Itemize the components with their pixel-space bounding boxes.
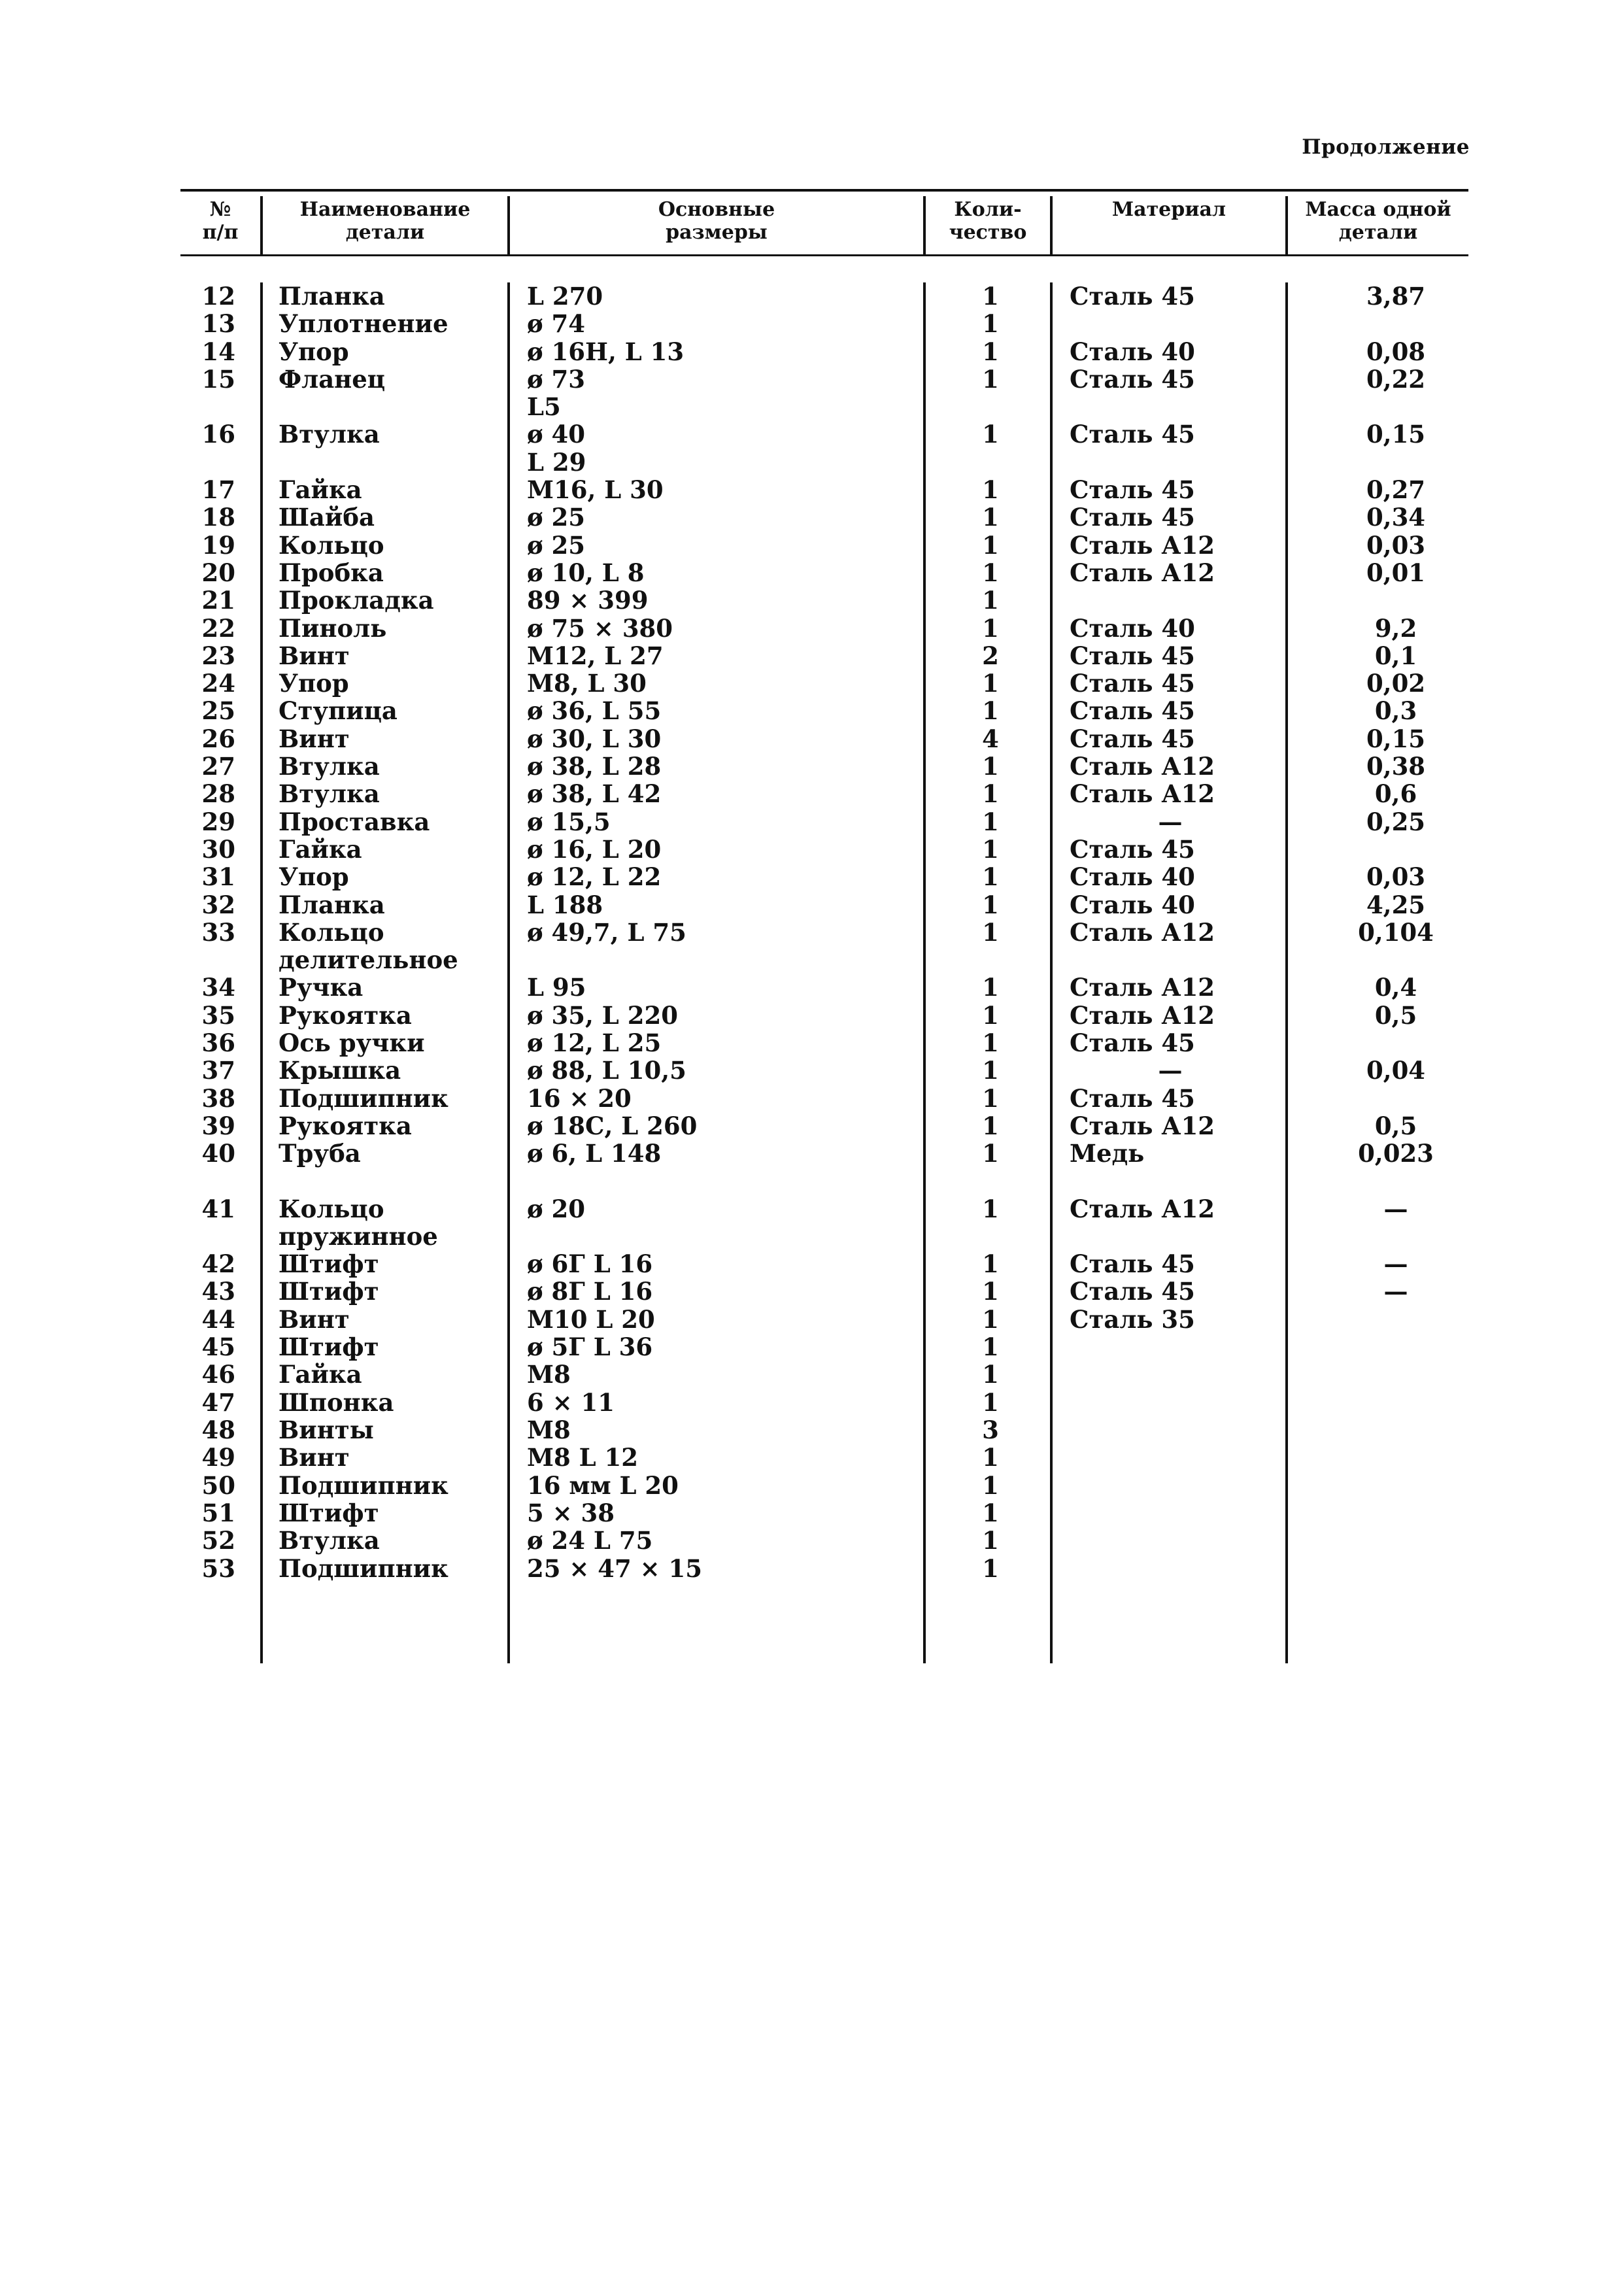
quantity: 1 xyxy=(982,282,999,311)
quantity: 1 xyxy=(982,807,999,836)
part-name: Гайка xyxy=(279,475,362,504)
row-number: 38 xyxy=(201,1084,235,1113)
material: Сталь 45 xyxy=(1070,282,1195,311)
table-row xyxy=(0,1057,1624,1084)
quantity: 1 xyxy=(982,586,999,615)
continuation-label: Продолжение xyxy=(1302,135,1470,159)
header-material-label: Материал xyxy=(1111,198,1226,221)
main-dimensions: ø 24 L 75 xyxy=(527,1526,653,1555)
row-number: 36 xyxy=(201,1028,235,1057)
quantity: 1 xyxy=(982,1499,999,1527)
header-material xyxy=(1053,198,1285,221)
main-dimensions: ø 36, L 55 xyxy=(527,696,662,725)
row-number: 35 xyxy=(201,1001,235,1030)
material: Сталь А12 xyxy=(1070,779,1215,808)
quantity: 1 xyxy=(982,973,999,1002)
main-dimensions: ø 25 xyxy=(527,503,586,532)
table-row xyxy=(0,725,1624,753)
material: Сталь 40 xyxy=(1070,614,1195,643)
header-mass-line2: детали xyxy=(1338,221,1418,244)
material: Сталь 35 xyxy=(1070,1305,1195,1334)
row-number: 17 xyxy=(201,475,235,504)
quantity: 1 xyxy=(982,1195,999,1223)
unit-mass: 0,023 xyxy=(1358,1139,1434,1168)
row-number: 29 xyxy=(201,807,235,836)
material: Сталь 45 xyxy=(1070,1277,1195,1306)
table-row xyxy=(0,1085,1624,1112)
material: Сталь 45 xyxy=(1070,475,1195,504)
unit-mass: 0,15 xyxy=(1366,420,1426,449)
main-dimensions: ø 16, L 20 xyxy=(527,835,662,864)
part-name: Винт xyxy=(279,724,350,753)
table-row xyxy=(0,974,1624,1001)
main-dimensions: ø 75 × 380 xyxy=(527,614,673,643)
table-row xyxy=(0,503,1624,531)
row-number: 45 xyxy=(201,1332,235,1361)
quantity: 1 xyxy=(982,752,999,781)
row-number: 42 xyxy=(201,1249,235,1278)
main-dimensions: М8 L 12 xyxy=(527,1443,638,1472)
unit-mass: 0,3 xyxy=(1374,696,1417,725)
main-dimensions: ø 6Г L 16 xyxy=(527,1249,653,1278)
table-row xyxy=(0,282,1624,310)
header-name xyxy=(263,198,507,244)
main-dimensions: ø 35, L 220 xyxy=(527,1001,678,1030)
part-name: Гайка xyxy=(279,1360,362,1389)
material: Сталь 45 xyxy=(1070,696,1195,725)
row-number: 28 xyxy=(201,779,235,808)
quantity: 1 xyxy=(982,1526,999,1555)
header-size-line2: размеры xyxy=(666,221,768,244)
table-row xyxy=(0,338,1624,365)
quantity: 1 xyxy=(982,1388,999,1417)
row-number: 44 xyxy=(201,1305,235,1334)
table-row xyxy=(0,1333,1624,1361)
part-name: делительное xyxy=(279,945,458,974)
table-row xyxy=(0,420,1624,448)
quantity: 1 xyxy=(982,779,999,808)
header-number-line1: № xyxy=(209,198,231,221)
table-top-rule xyxy=(180,189,1468,192)
part-name: Кольцо xyxy=(279,918,384,947)
material: Сталь А12 xyxy=(1070,1001,1215,1030)
material: Сталь 45 xyxy=(1070,724,1195,753)
table-row xyxy=(0,808,1624,836)
unit-mass: 0,03 xyxy=(1366,862,1426,891)
main-dimensions: ø 10, L 8 xyxy=(527,558,645,587)
main-dimensions: ø 30, L 30 xyxy=(527,724,662,753)
material: Сталь 45 xyxy=(1070,420,1195,449)
row-number: 23 xyxy=(201,641,235,670)
row-number: 51 xyxy=(201,1499,235,1527)
unit-mass: 0,38 xyxy=(1366,752,1426,781)
part-name: Рукоятка xyxy=(279,1112,412,1140)
table-row xyxy=(0,891,1624,919)
table-row xyxy=(0,863,1624,891)
quantity: 1 xyxy=(982,1139,999,1168)
main-dimensions: ø 15,5 xyxy=(527,807,611,836)
part-name: Кольцо xyxy=(279,531,384,560)
row-number: 52 xyxy=(201,1526,235,1555)
table-row xyxy=(0,1389,1624,1416)
material: Сталь 40 xyxy=(1070,337,1195,366)
main-dimensions: М8 xyxy=(527,1360,571,1389)
quantity: 1 xyxy=(982,365,999,394)
table-row xyxy=(0,1416,1624,1444)
part-name: Подшипник xyxy=(279,1084,448,1113)
table-row xyxy=(0,559,1624,586)
quantity: 1 xyxy=(982,835,999,864)
row-number: 41 xyxy=(201,1195,235,1223)
header-quantity-line1: Коли- xyxy=(954,198,1022,221)
table-row xyxy=(0,1527,1624,1554)
header-quantity xyxy=(926,198,1050,244)
row-number: 21 xyxy=(201,586,235,615)
main-dimensions: М16, L 30 xyxy=(527,475,664,504)
unit-mass: 0,104 xyxy=(1358,918,1434,947)
row-number: 40 xyxy=(201,1139,235,1168)
material: Сталь 45 xyxy=(1070,1084,1195,1113)
part-name: Штифт xyxy=(279,1499,379,1527)
main-dimensions: ø 88, L 10,5 xyxy=(527,1056,686,1085)
unit-mass: 3,87 xyxy=(1366,282,1426,311)
material: Сталь А12 xyxy=(1070,1195,1215,1223)
quantity: 1 xyxy=(982,1056,999,1085)
material: Сталь 40 xyxy=(1070,891,1195,919)
main-dimensions: L5 xyxy=(527,392,561,421)
quantity: 2 xyxy=(982,641,999,670)
table-row xyxy=(0,1112,1624,1140)
quantity: 1 xyxy=(982,862,999,891)
quantity: 1 xyxy=(982,309,999,338)
header-size-line1: Основные xyxy=(658,198,775,221)
row-number: 47 xyxy=(201,1388,235,1417)
main-dimensions: ø 20 xyxy=(527,1195,586,1223)
main-dimensions: ø 8Г L 16 xyxy=(527,1277,653,1306)
header-mass xyxy=(1288,198,1468,244)
row-number: 24 xyxy=(201,669,235,698)
material: Сталь 45 xyxy=(1070,365,1195,394)
row-number: 49 xyxy=(201,1443,235,1472)
material: Сталь А12 xyxy=(1070,752,1215,781)
quantity: 1 xyxy=(982,1360,999,1389)
table-row xyxy=(0,1472,1624,1499)
row-number: 19 xyxy=(201,531,235,560)
material: Сталь А12 xyxy=(1070,531,1215,560)
table-row xyxy=(0,1306,1624,1333)
part-name: Втулка xyxy=(279,752,380,781)
main-dimensions: ø 18С, L 260 xyxy=(527,1112,698,1140)
row-number: 20 xyxy=(201,558,235,587)
part-name: Пробка xyxy=(279,558,384,587)
quantity: 1 xyxy=(982,1443,999,1472)
main-dimensions: 16 мм L 20 xyxy=(527,1471,679,1500)
row-number: 31 xyxy=(201,862,235,891)
quantity: 1 xyxy=(982,614,999,643)
main-dimensions: 16 × 20 xyxy=(527,1084,632,1113)
header-number xyxy=(180,198,260,244)
table-row xyxy=(0,615,1624,642)
main-dimensions: ø 5Г L 36 xyxy=(527,1332,653,1361)
unit-mass: 0,1 xyxy=(1374,641,1417,670)
material: Медь xyxy=(1070,1139,1145,1168)
part-name: Ось ручки xyxy=(279,1028,425,1057)
unit-mass: 0,22 xyxy=(1366,365,1426,394)
main-dimensions: L 95 xyxy=(527,973,586,1002)
unit-mass: 4,25 xyxy=(1366,891,1426,919)
table-row xyxy=(0,1361,1624,1388)
row-number: 46 xyxy=(201,1360,235,1389)
part-name: Втулка xyxy=(279,1526,380,1555)
table-row xyxy=(0,670,1624,697)
row-number: 34 xyxy=(201,973,235,1002)
main-dimensions: М12, L 27 xyxy=(527,641,664,670)
main-dimensions: L 29 xyxy=(527,448,586,477)
row-number: 13 xyxy=(201,309,235,338)
part-name: пружинное xyxy=(279,1222,438,1251)
material: Сталь А12 xyxy=(1070,973,1215,1002)
quantity: 1 xyxy=(982,891,999,919)
main-dimensions: М10 L 20 xyxy=(527,1305,655,1334)
quantity: 1 xyxy=(982,558,999,587)
material: Сталь 45 xyxy=(1070,503,1195,532)
unit-mass: 0,25 xyxy=(1366,807,1426,836)
quantity: 1 xyxy=(982,1471,999,1500)
part-name: Планка xyxy=(279,891,385,919)
row-number: 22 xyxy=(201,614,235,643)
header-name-line1: Наименование xyxy=(299,198,471,221)
quantity: 1 xyxy=(982,669,999,698)
table-row xyxy=(0,310,1624,337)
row-number: 16 xyxy=(201,420,235,449)
part-name: Подшипник xyxy=(279,1554,448,1583)
quantity: 1 xyxy=(982,1332,999,1361)
table-row xyxy=(0,1250,1624,1278)
table-row xyxy=(0,1002,1624,1029)
unit-mass: 0,5 xyxy=(1374,1001,1417,1030)
unit-mass: 0,6 xyxy=(1374,779,1417,808)
main-dimensions: ø 40 xyxy=(527,420,586,449)
table-row xyxy=(0,1140,1624,1167)
main-dimensions: 25 × 47 × 15 xyxy=(527,1554,702,1583)
main-dimensions: ø 38, L 42 xyxy=(527,779,662,808)
material: Сталь А12 xyxy=(1070,1112,1215,1140)
main-dimensions: L 270 xyxy=(527,282,603,311)
unit-mass: 9,2 xyxy=(1374,614,1417,643)
main-dimensions: ø 38, L 28 xyxy=(527,752,662,781)
header-mass-line1: Масса одной xyxy=(1305,198,1451,221)
unit-mass: 0,08 xyxy=(1366,337,1426,366)
unit-mass: 0,27 xyxy=(1366,475,1426,504)
main-dimensions: L 188 xyxy=(527,891,603,919)
part-name: Проставка xyxy=(279,807,430,836)
unit-mass: 0,01 xyxy=(1366,558,1426,587)
part-name: Упор xyxy=(279,337,349,366)
unit-mass: 0,03 xyxy=(1366,531,1426,560)
main-dimensions: ø 12, L 22 xyxy=(527,862,662,891)
material: Сталь А12 xyxy=(1070,558,1215,587)
header-size xyxy=(510,198,923,244)
part-name: Втулка xyxy=(279,779,380,808)
part-name: Труба xyxy=(279,1139,361,1168)
quantity: 1 xyxy=(982,1277,999,1306)
quantity: 1 xyxy=(982,918,999,947)
table-row xyxy=(0,946,1624,974)
main-dimensions: ø 16Н, L 13 xyxy=(527,337,685,366)
part-name: Шпонка xyxy=(279,1388,394,1417)
row-number: 18 xyxy=(201,503,235,532)
row-number: 43 xyxy=(201,1277,235,1306)
header-number-line2: п/п xyxy=(202,221,239,244)
table-row xyxy=(0,393,1624,420)
part-name: Упор xyxy=(279,862,349,891)
table-row xyxy=(0,1444,1624,1471)
material: Сталь 40 xyxy=(1070,862,1195,891)
main-dimensions: ø 12, L 25 xyxy=(527,1028,662,1057)
part-name: Кольцо xyxy=(279,1195,384,1223)
row-number: 37 xyxy=(201,1056,235,1085)
table-row xyxy=(0,586,1624,614)
row-number: 12 xyxy=(201,282,235,311)
header-quantity-line2: чество xyxy=(949,221,1027,244)
material: — xyxy=(1158,1056,1183,1085)
table-row xyxy=(0,836,1624,863)
row-number: 53 xyxy=(201,1554,235,1583)
main-dimensions: ø 6, L 148 xyxy=(527,1139,662,1168)
unit-mass: 0,34 xyxy=(1366,503,1426,532)
part-name: Штифт xyxy=(279,1277,379,1306)
main-dimensions: ø 25 xyxy=(527,531,586,560)
part-name: Винт xyxy=(279,1305,350,1334)
part-name: Уплотнение xyxy=(279,309,448,338)
table-row xyxy=(0,753,1624,780)
material: Сталь А12 xyxy=(1070,918,1215,947)
material: — xyxy=(1158,807,1183,836)
table-row xyxy=(0,1195,1624,1223)
main-dimensions: М8, L 30 xyxy=(527,669,647,698)
table-row xyxy=(0,1278,1624,1305)
material: Сталь 45 xyxy=(1070,641,1195,670)
row-number: 27 xyxy=(201,752,235,781)
quantity: 1 xyxy=(982,531,999,560)
part-name: Винт xyxy=(279,641,350,670)
unit-mass: 0,04 xyxy=(1366,1056,1426,1085)
quantity: 1 xyxy=(982,503,999,532)
part-name: Подшипник xyxy=(279,1471,448,1500)
part-name: Втулка xyxy=(279,420,380,449)
row-number: 50 xyxy=(201,1471,235,1500)
header-name-line2: детали xyxy=(345,221,425,244)
row-number: 14 xyxy=(201,337,235,366)
part-name: Прокладка xyxy=(279,586,434,615)
main-dimensions: ø 49,7, L 75 xyxy=(527,918,686,947)
quantity: 1 xyxy=(982,1084,999,1113)
part-name: Крышка xyxy=(279,1056,401,1085)
quantity: 1 xyxy=(982,420,999,449)
part-name: Ручка xyxy=(279,973,364,1002)
quantity: 1 xyxy=(982,1305,999,1334)
table-row xyxy=(0,365,1624,393)
part-name: Планка xyxy=(279,282,385,311)
part-name: Штифт xyxy=(279,1249,379,1278)
part-name: Винты xyxy=(279,1416,374,1444)
table-row xyxy=(0,1499,1624,1527)
quantity: 1 xyxy=(982,1028,999,1057)
quantity: 1 xyxy=(982,1001,999,1030)
table-row xyxy=(0,780,1624,807)
table-row xyxy=(0,449,1624,476)
quantity: 1 xyxy=(982,1554,999,1583)
unit-mass: 0,02 xyxy=(1366,669,1426,698)
part-name: Упор xyxy=(279,669,349,698)
material: Сталь 45 xyxy=(1070,1249,1195,1278)
part-name: Фланец xyxy=(279,365,386,394)
main-dimensions: 89 × 399 xyxy=(527,586,649,615)
main-dimensions: 5 × 38 xyxy=(527,1499,615,1527)
part-name: Гайка xyxy=(279,835,362,864)
part-name: Пиноль xyxy=(279,614,387,643)
part-name: Рукоятка xyxy=(279,1001,412,1030)
part-name: Штифт xyxy=(279,1332,379,1361)
unit-mass: 0,5 xyxy=(1374,1112,1417,1140)
row-number: 25 xyxy=(201,696,235,725)
part-name: Ступица xyxy=(279,696,398,725)
row-number: 26 xyxy=(201,724,235,753)
row-number: 15 xyxy=(201,365,235,394)
main-dimensions: 6 × 11 xyxy=(527,1388,615,1417)
table-row xyxy=(0,476,1624,503)
unit-mass: — xyxy=(1383,1277,1408,1306)
unit-mass: — xyxy=(1383,1195,1408,1223)
part-name: Шайба xyxy=(279,503,375,532)
quantity: 1 xyxy=(982,1112,999,1140)
row-number: 32 xyxy=(201,891,235,919)
part-name: Винт xyxy=(279,1443,350,1472)
quantity: 1 xyxy=(982,475,999,504)
quantity: 1 xyxy=(982,337,999,366)
table-row xyxy=(0,919,1624,946)
unit-mass: 0,15 xyxy=(1366,724,1426,753)
table-row xyxy=(0,1555,1624,1582)
unit-mass: 0,4 xyxy=(1374,973,1417,1002)
material: Сталь 45 xyxy=(1070,1028,1195,1057)
row-number: 30 xyxy=(201,835,235,864)
row-number: 33 xyxy=(201,918,235,947)
table-row xyxy=(0,642,1624,670)
row-number: 39 xyxy=(201,1112,235,1140)
material: Сталь 45 xyxy=(1070,669,1195,698)
table-row xyxy=(0,1029,1624,1057)
table-row xyxy=(0,697,1624,724)
quantity: 1 xyxy=(982,1249,999,1278)
main-dimensions: М8 xyxy=(527,1416,571,1444)
row-number: 48 xyxy=(201,1416,235,1444)
table-row xyxy=(0,532,1624,559)
quantity: 4 xyxy=(982,724,999,753)
quantity: 3 xyxy=(982,1416,999,1444)
quantity: 1 xyxy=(982,696,999,725)
table-header-bottom-rule xyxy=(180,254,1468,256)
table-row xyxy=(0,1223,1624,1250)
main-dimensions: ø 74 xyxy=(527,309,586,338)
main-dimensions: ø 73 xyxy=(527,365,586,394)
material: Сталь 45 xyxy=(1070,835,1195,864)
unit-mass: — xyxy=(1383,1249,1408,1278)
